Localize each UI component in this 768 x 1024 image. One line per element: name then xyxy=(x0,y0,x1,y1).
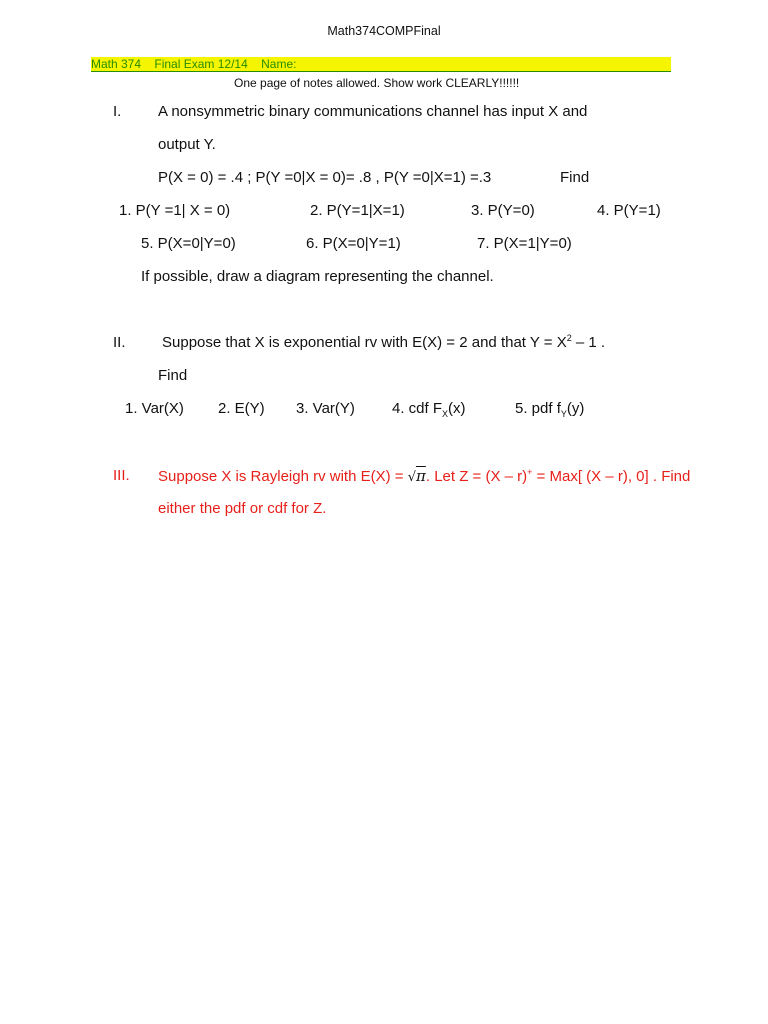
question-2-item-5-arg: (y) xyxy=(566,400,585,417)
name-label: Name: xyxy=(261,57,297,71)
question-2-item: 3. Var(Y) xyxy=(296,400,355,417)
sqrt-symbol: √ xyxy=(407,470,416,485)
question-2-statement xyxy=(162,334,605,352)
question-2-item-4 xyxy=(392,400,466,418)
question-2-item-5-text: 5. pdf f xyxy=(515,400,561,417)
question-3-text-c: = Max[ (X – r), 0] . Find xyxy=(532,468,691,485)
question-1-item: 4. P(Y=1) xyxy=(597,202,661,219)
question-2-item-4-subscript: X xyxy=(442,409,449,419)
question-3-superscript: + xyxy=(527,467,533,477)
question-3-number: III. xyxy=(113,467,130,484)
question-1-line-2: output Y. xyxy=(158,136,216,153)
question-1-item: 6. P(X=0|Y=1) xyxy=(306,235,401,252)
question-2-item: 1. Var(X) xyxy=(125,400,184,417)
question-1-diagram-instruction: If possible, draw a diagram representing the channel. xyxy=(141,268,494,285)
question-2-item-5-subscript: Y xyxy=(560,409,567,419)
notes-instruction: One page of notes allowed. Show work CLEARLY!!!!!! xyxy=(234,76,520,90)
question-1-line-1: A nonsymmetric binary communications channel has input X and xyxy=(158,103,588,120)
question-2-item-4-arg: (x) xyxy=(448,400,466,417)
question-3-line-2: either the pdf or cdf for Z. xyxy=(158,500,327,517)
question-2-item-4-text: 4. cdf F xyxy=(392,400,443,417)
question-1-item: 3. P(Y=0) xyxy=(471,202,535,219)
question-2-text-a: Suppose that X is exponential rv with E(X) = 2 and that Y = X xyxy=(162,334,567,351)
question-3-statement xyxy=(158,467,690,487)
question-2-item: 2. E(Y) xyxy=(218,400,265,417)
question-2-find: Find xyxy=(158,367,188,384)
question-3-text-b: . Let Z = (X – r) xyxy=(425,468,528,485)
question-2-number: II. xyxy=(113,334,126,351)
question-1-number: I. xyxy=(113,103,122,120)
question-1-item: 7. P(X=1|Y=0) xyxy=(477,235,572,252)
exam-label: Final Exam 12/14 xyxy=(154,57,248,71)
question-2-item-5 xyxy=(515,400,584,418)
document-title: Math374COMPFinal xyxy=(327,24,441,38)
question-1-find: Find xyxy=(560,169,590,186)
question-1-given: P(X = 0) = .4 ; P(Y =0|X = 0)= .8 , P(Y =0|X=1) =.3 xyxy=(158,169,492,186)
question-3-text-a: Suppose X is Rayleigh rv with E(X) = xyxy=(158,468,408,485)
course-label: Math 374 xyxy=(91,57,142,71)
question-2-text-b: – 1 . xyxy=(571,334,606,351)
question-1-item: 5. P(X=0|Y=0) xyxy=(141,235,236,252)
pi-symbol: π xyxy=(416,467,426,485)
question-2-exponent: 2 xyxy=(566,333,572,343)
question-1-item: 2. P(Y=1|X=1) xyxy=(310,202,405,219)
exam-header xyxy=(91,57,671,72)
question-1-item: 1. P(Y =1| X = 0) xyxy=(119,202,231,219)
